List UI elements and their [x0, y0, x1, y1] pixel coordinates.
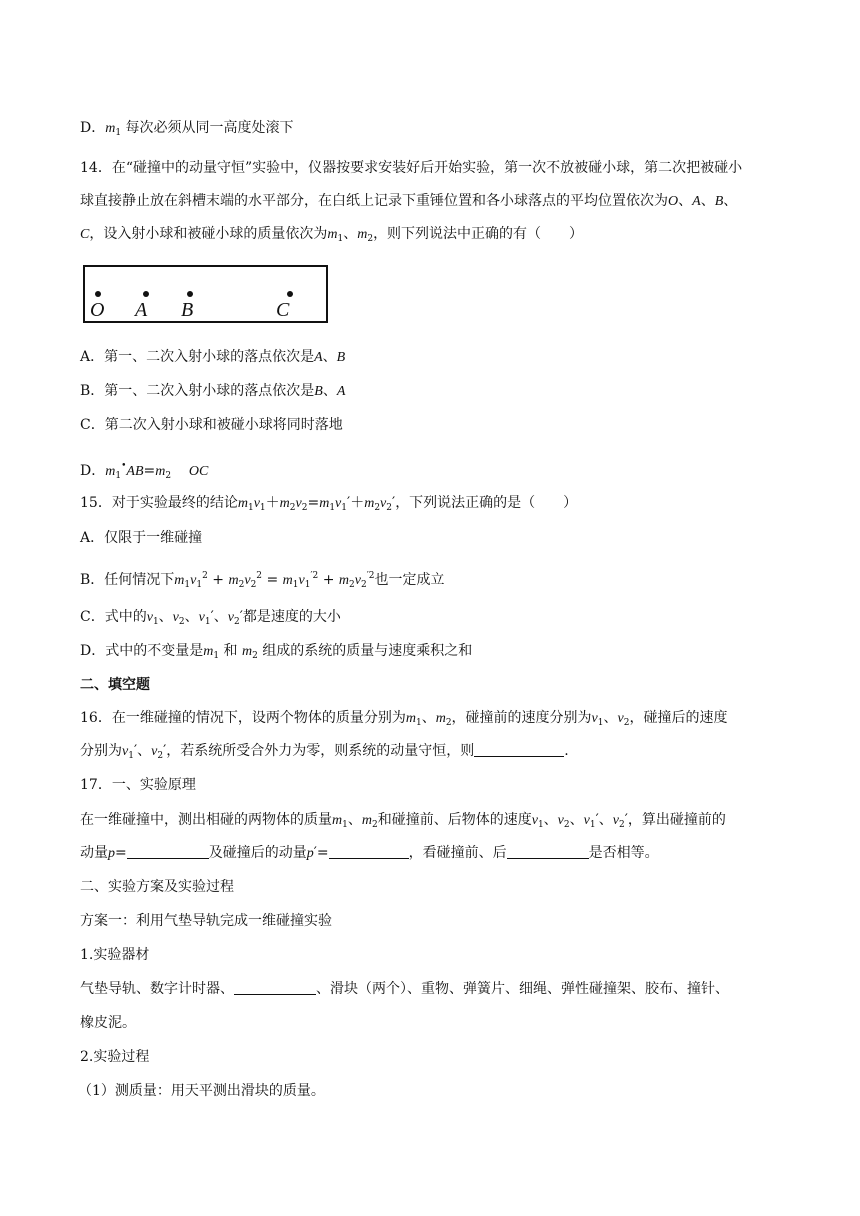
point-a-dot	[143, 291, 149, 297]
math-symbol: B	[314, 384, 323, 399]
text-fragment: 、	[322, 383, 337, 399]
q16-line2	[80, 741, 569, 766]
text-fragment: 球直接静止放在斜槽末端的水平部分，在白纸上记录下重锤位置和各小球落点的平均位置依次为	[80, 193, 668, 209]
text-fragment: 2	[289, 503, 296, 513]
math-symbol: A	[692, 194, 701, 209]
text-fragment: 都是速度的大小	[242, 609, 341, 625]
point-o-dot	[95, 291, 101, 297]
math-symbol: m	[155, 464, 166, 479]
q14-stem-line2	[80, 191, 737, 212]
text-fragment: ，看碰撞前、后	[408, 845, 507, 861]
q15-option-b	[80, 566, 445, 595]
text-fragment: 1	[152, 617, 159, 627]
text-fragment: 和碰撞前、后物体的速度	[377, 812, 532, 828]
q17-section2-title: 二、实验方案及实验过程	[80, 879, 234, 895]
text-fragment: 2	[386, 503, 392, 513]
q14-option-c	[80, 415, 343, 435]
text-fragment: ′	[595, 812, 599, 828]
point-c-dot	[287, 291, 293, 297]
math-symbol: v	[612, 813, 619, 828]
text-fragment: 1	[204, 617, 211, 627]
text-fragment: 2	[374, 503, 381, 513]
math-symbol: m	[279, 496, 290, 511]
math-symbol: v	[591, 711, 598, 726]
q14-option-a	[80, 347, 345, 368]
math-symbol: v	[146, 610, 153, 625]
q14-stem-line1	[80, 158, 742, 178]
text-fragment: 2	[238, 580, 245, 590]
q16-answer-blank[interactable]	[474, 742, 564, 757]
q17-blank-compare[interactable]	[507, 844, 589, 859]
text-fragment: 2	[202, 571, 208, 581]
text-fragment: •	[121, 461, 127, 471]
text-fragment: 2	[252, 651, 258, 661]
text-fragment: 1	[337, 234, 344, 244]
text-fragment: 、	[700, 193, 715, 209]
math-symbol: v	[531, 813, 538, 828]
math-symbol: m	[203, 644, 214, 659]
text-fragment: .	[564, 743, 569, 759]
text-fragment: ，设入射小球和被碰小球的质量依次为	[89, 226, 328, 242]
text-fragment: 15．对于实验最终的结论	[80, 495, 238, 511]
text-fragment: =	[115, 845, 127, 861]
text-fragment: 2	[178, 617, 185, 627]
text-fragment: B．第一、二次入射小球的落点依次是	[80, 383, 315, 399]
math-symbol: v	[172, 610, 179, 625]
math-symbol: B	[714, 194, 724, 209]
math-symbol: m	[435, 711, 446, 726]
math-symbol: m	[357, 227, 368, 242]
text-fragment: 、	[598, 812, 613, 828]
text-fragment: 1	[304, 580, 311, 590]
text-fragment: 1	[115, 471, 122, 481]
text-fragment: 和	[223, 643, 238, 659]
q15-option-a	[80, 528, 202, 548]
text-fragment: 1	[537, 820, 544, 830]
text-fragment: 动量	[80, 845, 108, 861]
math-symbol: v	[617, 711, 624, 726]
text-fragment: ′	[347, 495, 351, 511]
text-fragment: 1	[292, 580, 299, 590]
text-fragment: 1	[341, 503, 347, 513]
math-symbol: AB	[126, 464, 144, 479]
math-symbol: A	[336, 384, 346, 399]
point-c-label: C	[276, 299, 290, 321]
math-symbol: C	[80, 227, 90, 242]
text-fragment: 分别为	[80, 743, 122, 759]
text-fragment: 、	[213, 609, 228, 625]
text-fragment: B．任何情况下	[80, 572, 175, 588]
math-symbol: B	[336, 350, 346, 365]
text-fragment: D．式中的不变量是	[80, 643, 204, 659]
text-fragment: 、	[543, 812, 558, 828]
text-fragment: 1	[115, 128, 122, 138]
text-fragment: C．式中的	[80, 609, 147, 625]
math-symbol: OC	[188, 464, 209, 479]
text-fragment: 2	[360, 580, 367, 590]
text-fragment: A．第一、二次入射小球的落点依次是	[80, 349, 315, 365]
text-fragment: 、	[347, 812, 362, 828]
math-symbol: v	[335, 496, 342, 511]
text-fragment: 也一定成立	[374, 572, 445, 588]
text-fragment: 1	[415, 718, 422, 728]
text-fragment: A．仅限于一维碰撞	[80, 530, 203, 546]
text-fragment: 、	[421, 710, 436, 726]
text-fragment: ，碰撞前的速度分别为	[451, 710, 592, 726]
text-fragment: 2	[256, 571, 263, 581]
text-fragment: 、滑块（两个）、重物、弹簧片、细绳、弹性碰撞架、胶布、撞针、	[316, 981, 729, 997]
math-symbol: m	[242, 644, 253, 659]
text-fragment: 、	[137, 743, 152, 759]
text-fragment: 1	[184, 580, 191, 590]
text-fragment: 2	[445, 718, 452, 728]
text-fragment: 14．在“碰撞中的动量守恒”实验中，仪器按要求安装好后开始实验，第一次不放被碰小球，第二次把被碰小	[80, 160, 743, 176]
math-symbol: O	[668, 194, 679, 209]
math-symbol: m	[282, 573, 293, 588]
text-fragment: 2	[563, 820, 570, 830]
math-symbol: v	[244, 573, 251, 588]
math-symbol: m	[338, 573, 350, 588]
q17-blank-equipment[interactable]	[234, 980, 316, 995]
text-fragment: 1	[247, 503, 254, 513]
point-b-label: B	[181, 299, 194, 321]
text-fragment: 1	[196, 580, 203, 590]
math-symbol: A	[314, 350, 323, 365]
text-fragment: 1	[597, 718, 604, 728]
text-fragment: =	[143, 463, 156, 479]
text-fragment: 每次必须从同一高度处滚下	[125, 120, 294, 136]
math-symbol: v	[295, 496, 302, 511]
math-symbol: m	[327, 227, 338, 242]
text-fragment: 气垫导轨、数字计时器、	[80, 981, 234, 997]
text-fragment: +	[207, 572, 229, 588]
text-fragment: ′	[163, 743, 167, 759]
text-fragment: ，则下列说法中正确的有（ ）	[373, 226, 584, 242]
point-a-label: A	[135, 299, 148, 321]
text-fragment: 1	[128, 751, 134, 761]
text-fragment: 及碰撞后的动量	[208, 845, 307, 861]
q14-option-d	[80, 456, 208, 486]
text-fragment: ′	[239, 609, 243, 625]
text-fragment: 1	[259, 503, 266, 513]
section-fill-in-title: 二、填空题	[80, 677, 150, 693]
q14-stem-line3	[80, 224, 583, 249]
landing-points-figure	[83, 265, 328, 323]
math-symbol: v	[557, 813, 564, 828]
text-fragment: 1	[329, 503, 336, 513]
text-fragment: 1	[342, 820, 348, 830]
q17-step1: （1）测质量：用天平测出滑块的质量。	[78, 1083, 325, 1099]
math-symbol: m	[174, 573, 185, 588]
q17-principle-line1	[80, 810, 726, 835]
text-fragment: 2	[371, 820, 378, 830]
point-o-label: O	[90, 299, 105, 321]
math-symbol: v	[190, 573, 197, 588]
math-symbol: m	[105, 464, 116, 479]
text-fragment: 2	[301, 503, 308, 513]
text-fragment: 、	[723, 193, 738, 209]
text-fragment: ′	[133, 743, 138, 759]
text-fragment: ，算出碰撞前的	[627, 812, 726, 828]
math-symbol: p	[306, 846, 314, 861]
text-fragment: =	[307, 495, 320, 511]
math-symbol: m	[228, 573, 239, 588]
math-symbol: v	[380, 496, 387, 511]
text-fragment: ′	[210, 609, 214, 625]
text-fragment: 2	[233, 617, 240, 627]
text-fragment: =	[262, 572, 283, 588]
q15-option-d	[80, 641, 472, 666]
q17-title: 17．一、实验原理	[80, 777, 196, 793]
text-fragment: 2	[367, 234, 374, 244]
q15-option-c	[80, 607, 341, 632]
q16-line1	[80, 708, 727, 733]
text-fragment: ，若系统所受合外力为零，则系统的动量守恒，则	[166, 743, 475, 759]
text-fragment: 1	[213, 651, 220, 661]
text-fragment: ，下列说法正确的是（ ）	[395, 495, 578, 511]
text-fragment: ′2	[310, 571, 319, 581]
text-fragment: 2	[157, 751, 164, 761]
math-symbol: m	[405, 711, 416, 726]
text-fragment: ，碰撞后的速度	[629, 710, 728, 726]
text-fragment: 、	[184, 609, 199, 625]
text-fragment: ＋	[265, 495, 280, 511]
math-symbol: v	[583, 813, 590, 828]
text-fragment: 、	[158, 609, 173, 625]
text-fragment: 2	[623, 718, 630, 728]
text-fragment: C．第二次入射小球和被碰小球将同时落地	[80, 417, 343, 433]
q17-equipment-line1	[80, 979, 729, 999]
text-fragment: ′	[624, 812, 628, 828]
q15-stem	[80, 493, 577, 518]
math-symbol: m	[364, 496, 375, 511]
text-fragment: 1	[589, 820, 596, 830]
text-fragment: 2	[165, 471, 172, 481]
math-symbol: p	[108, 846, 115, 861]
text-fragment: 16．在一维碰撞的情况下，设两个物体的质量分别为	[80, 710, 406, 726]
text-fragment: ′=	[313, 845, 329, 861]
q17-equipment-title: 1.实验器材	[80, 947, 150, 963]
text-fragment: ＋	[350, 495, 365, 511]
text-fragment: 2	[250, 580, 257, 590]
math-symbol: v	[122, 744, 129, 759]
text-fragment: 、	[322, 349, 337, 365]
text-fragment: D．	[80, 463, 106, 479]
q17-process-title: 2.实验过程	[80, 1049, 150, 1065]
text-fragment: ′2	[366, 571, 375, 581]
text-fragment: 组成的系统的质量与速度乘积之和	[262, 643, 473, 659]
text-fragment: 在一维碰撞中，测出相碰的两物体的质量	[80, 812, 332, 828]
q14-option-b	[80, 381, 345, 402]
text-fragment: 是否相等。	[588, 845, 659, 861]
text-fragment: 、	[678, 193, 693, 209]
q13-option-d	[80, 118, 294, 143]
math-symbol: m	[361, 813, 372, 828]
math-symbol: m	[237, 496, 248, 511]
math-symbol: m	[319, 496, 330, 511]
q17-blank-p[interactable]	[127, 844, 209, 859]
math-symbol: v	[298, 573, 305, 588]
math-symbol: v	[227, 610, 234, 625]
text-fragment: ′	[392, 495, 396, 511]
math-symbol: m	[332, 813, 343, 828]
text-fragment: 2	[349, 580, 355, 590]
q17-equipment-line2: 橡皮泥。	[80, 1015, 136, 1031]
math-symbol: m	[105, 121, 116, 136]
math-symbol: v	[198, 610, 205, 625]
math-symbol: v	[151, 744, 158, 759]
text-fragment: 、	[569, 812, 584, 828]
q17-blank-p-prime[interactable]	[329, 844, 409, 859]
text-fragment: 、	[343, 226, 358, 242]
point-b-dot	[187, 291, 193, 297]
text-fragment: 、	[603, 710, 618, 726]
text-fragment: D．	[80, 120, 106, 136]
text-fragment: +	[318, 572, 339, 588]
math-symbol: v	[354, 573, 361, 588]
text-fragment: 2	[618, 820, 625, 830]
q17-principle-line2	[80, 843, 659, 864]
q17-plan1: 方案一：利用气垫导轨完成一维碰撞实验	[80, 913, 332, 929]
math-symbol: v	[253, 496, 260, 511]
